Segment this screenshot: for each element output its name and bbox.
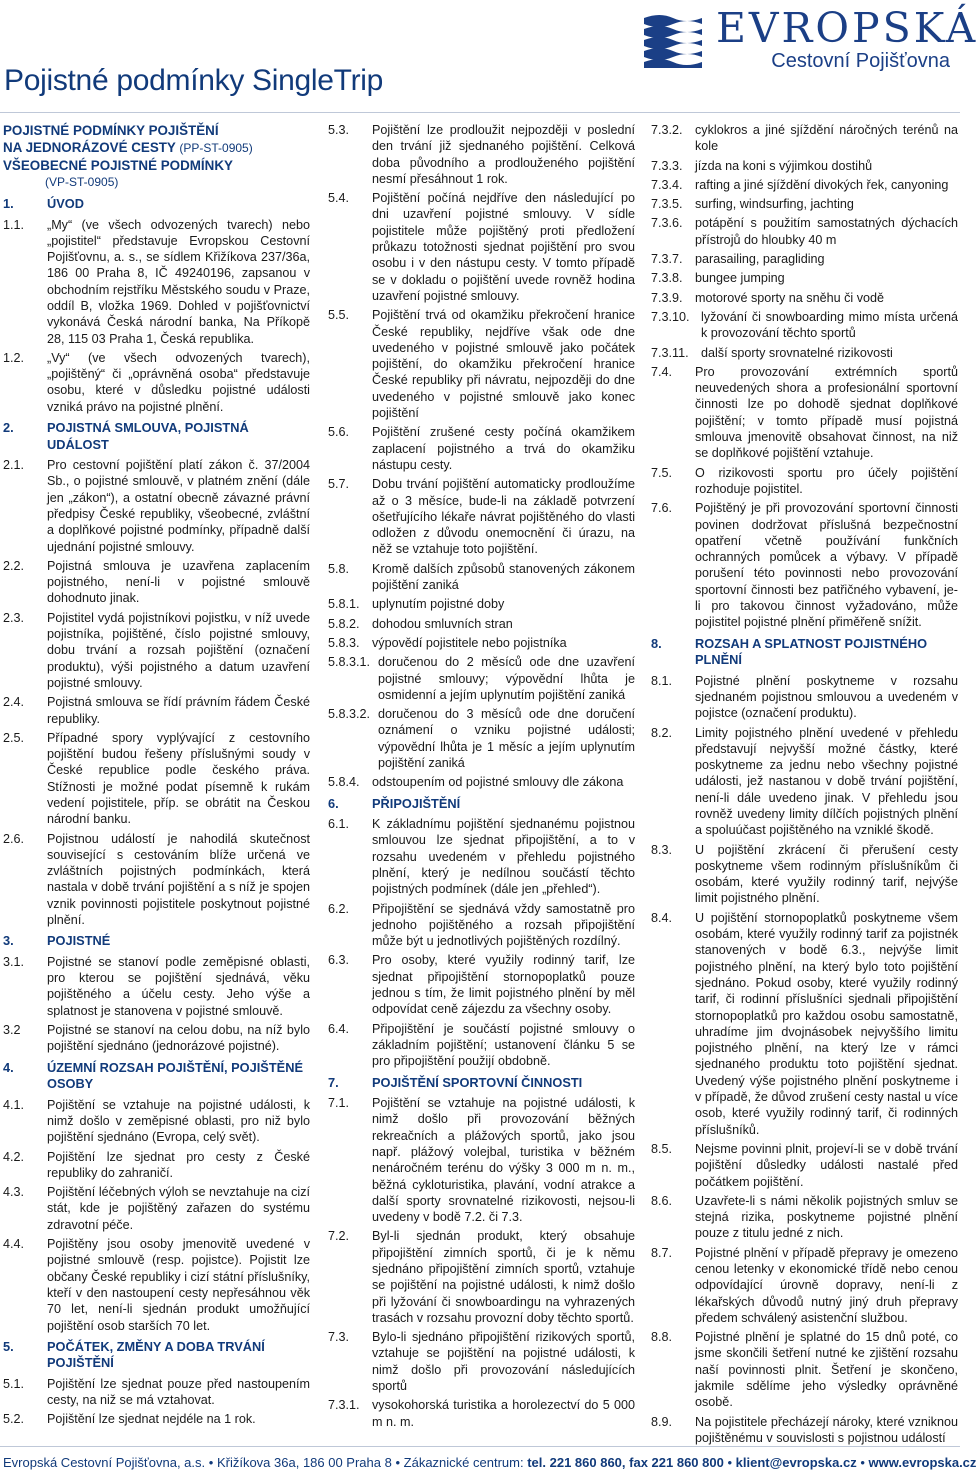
clause-text: Pro provozování extrémních sportů neuvedených shora a profesionální sportovní činnosti lze po dohodě sjednat doplňkové pojištění; v tomto případě musí pojistná smlouva jmenovitě obsahovat činnost, na niž se doplňkové pojištění vztahuje. [695,364,958,461]
clause-item [328,424,635,473]
clause-text: POČÁTEK, ZMĚNY A DOBA TRVÁNÍ POJIŠTĚNÍ [47,1338,265,1371]
clause-number: 7.3.8. [651,271,683,286]
clause-text: Pojištění léčebných výloh se nevztahuje na cizí stát, kde je pojištěný zařazen do systému zdravotní péče. [47,1185,310,1232]
page-header [0,0,978,116]
clause-text: Kromě dalších způsobů stanovených zákonem pojištění zaniká [372,561,635,593]
clause-item [651,177,958,193]
clause-item [3,1149,310,1182]
clause-text: doručenou do 3 měsíců ode dne doručení oznámení o vzniku pojistné události; výpovědní lhůta je 1 měsíc a jejím uplynutím pojištění zaniká [378,707,635,770]
page-footer [3,1455,977,1470]
clause-item [328,654,635,703]
clause-number: 7.2. [328,1229,350,1244]
clause-item [3,694,310,727]
clause-text: Pojištění lze sjednat pro cesty z České republiky do zahraničí. [47,1149,310,1180]
clause-item [3,610,310,691]
clause-text: Připojištění se sjednává vždy samostatně pro jednoho pojištěného a rozsah připojištění může být u jednotlivých pojištěných rozdílný. [372,901,635,949]
clause-item [328,190,635,304]
clause-text: Pojistnou událostí je nahodilá skutečnost související s cestováním blíže určená ve zvláštních pojistných podmínkách, která nastala v době trvání pojištění a s níž je spojen vznik povinnosti pojistitele poskytnout pojistné plnění. [47,831,310,928]
clause-text: Pojištěny jsou osoby jmenovitě uvedené v pojistné smlouvě (resp. pojistce). Pojistit lze občany České republiky i cizí státní příslušníky, kteří v den nastoupení cesty nepřesáhnou věk 70 let, není-li sjednán produkt umožňující pojištění osob starších 70 let. [47,1237,310,1333]
clause-item [3,350,310,415]
clause-number: 7.3.10. [651,309,690,324]
clause-item [3,1022,310,1055]
section-heading [3,420,310,453]
clause-item [3,558,310,607]
clause-text: Dobu trvání pojištění automaticky prodloužíme až o 3 měsíce, bude-li na základě potvrzení ošetřujícího lékaře návrat pojištěného do vlasti odložen z důvodu onemocnění či úrazu, na něž se vztahuje toto pojištění. [372,477,635,557]
logo-subtitle: Cestovní Pojišťovna [771,50,950,72]
clause-item [328,774,635,790]
footer-separator: • [860,1455,865,1470]
clause-number: 2.6. [3,831,25,846]
clause-number: 6.2. [328,901,350,916]
clause-text: odstoupením od pojistné smlouvy dle zákona [372,775,624,790]
clause-number: 5.8. [328,561,350,576]
clause-number: 3. [3,933,14,949]
clause-text: ROZSAH A SPLATNOST POJISTNÉHO PLNĚNÍ [695,635,928,668]
section-heading [3,933,310,950]
clause-number: 5.8.3.1. [328,655,371,670]
footer-divider [0,1446,960,1447]
company-logo [642,4,978,76]
clause-text: Pro cestovní pojištění platí zákon č. 37/2004 Sb., o pojistné smlouvě, v platném znění (dále jen „zákon“), a ostatní obecně závazné právní předpisy České republiky, všeobecné, zvláštní a doplňkové pojistné podmínky, případně další ujednání pojistné smlouvy. [47,458,310,554]
clause-item [3,217,310,347]
clause-number: 3.2 [3,1023,21,1038]
clause-number: 5.2. [3,1412,25,1427]
clause-number: 5.4. [328,191,350,206]
footer-web-link[interactable]: www.evropska.cz [868,1455,977,1470]
clause-number: 5.1. [3,1376,25,1391]
clause-number: 1.1. [3,217,25,232]
column-3-body [651,122,958,1446]
heading-line-3: VŠEOBECNÉ POJISTNÉ PODMÍNKY [3,158,233,173]
clause-item [651,345,958,361]
clause-number: 5.3. [328,123,350,137]
clause-text: dohodou smluvních stran [372,616,513,631]
clause-text: POJISTNÉ [47,933,111,949]
clause-item [3,1184,310,1233]
heading-line-1: POJISTNÉ PODMÍNKY POJIŠTĚNÍ [3,123,219,138]
clause-text: ÚVOD [47,196,84,211]
clause-text: cyklokros a jiné sjíždění náročných terénů na kole [695,123,958,154]
clause-number: 7.3.9. [651,290,683,305]
clause-text: Pojistitel vydá pojistníkovi pojistku, v níž uvede pojistníka, pojištěné, číslo pojistné smlouvy, dobu trvání a rozsah pojištění (označení produktu), výši pojistného a datum uzavření pojistné smlouvy. [47,610,310,690]
clause-item [328,1095,635,1225]
footer-address: Křižíkova 36a, 186 00 Praha 8 [216,1455,392,1470]
clause-text: Pojištění se vztahuje na pojistné události, k nimž došlo v zeměpisné oblasti, pro niž bylo pojištění sjednáno (Evropa, celý svět). [47,1097,310,1145]
clause-text: Připojištění je součástí pojistné smlouvy o základním pojištění; ustanovení článku 5 se pro připojištění použijí obdobně. [372,1021,635,1069]
clause-number: 7.3.6. [651,216,683,231]
clause-item [3,730,310,828]
clause-text: Pojištění lze prodloužit nejpozději v poslední den trvání již sjednaného pojištění. Celková doba původního a prodlouženého pojištění nesmí přesáhnout 1 rok. [372,123,635,186]
footer-separator: • [727,1455,733,1470]
clause-number: 7.3.1. [328,1398,360,1413]
clause-number: 8.8. [651,1330,673,1345]
clause-number: 7.3.11. [651,345,689,360]
clause-item [328,616,635,632]
clause-item [651,290,958,306]
clause-number: 7.1. [328,1096,350,1111]
clause-number: 6. [328,795,339,811]
clause-number: 8.6. [651,1193,673,1208]
clause-number: 7.5. [651,465,673,480]
clause-item [3,1097,310,1146]
clause-text: uplynutím pojistné doby [372,597,505,612]
heading-line-2 [3,139,310,157]
clause-item [328,952,635,1017]
clause-number: 5.5. [328,308,350,323]
section-heading [328,1075,635,1092]
clause-number: 5.8.3. [328,635,360,650]
footer-email-link[interactable]: klient@evropska.cz [735,1455,857,1470]
section-heading [328,796,635,813]
column-1 [3,122,310,1431]
clause-number: 8.1. [651,673,673,688]
clause-item [328,476,635,557]
clause-number: 8.2. [651,725,673,740]
clause-text: Pojištění lze sjednat pouze před nastoupením cesty, na niž se má vztahovat. [47,1376,310,1408]
clause-item [651,1245,958,1326]
wave-logo-icon [642,10,704,68]
clause-item [651,465,958,498]
clause-text: K základnímu pojištění sjednanému pojistnou smlouvou lze sjednat připojištění, a to v rozsahu uvedeném v přehledu pojistného plnění, který je nedílnou součástí těchto pojistných podmínek (dále jen „přehled“). [372,817,635,897]
clause-number: 5.6. [328,425,350,440]
clause-text: POJIŠTĚNÍ SPORTOVNÍ ČINNOSTI [372,1074,583,1090]
clause-text: Pojistné plnění poskytneme v rozsahu sjednaném pojistnou smlouvou a uvedeném v pojistce (označení produktu). [695,673,958,721]
clause-text: O rizikovosti sportu pro účely pojištění rozhoduje pojistitel. [695,465,958,496]
clause-text: výpovědí pojistitele nebo pojistníka [372,635,567,650]
clause-number: 6.1. [328,817,350,832]
clause-number: 4.1. [3,1097,25,1112]
clause-number: 4.2. [3,1149,25,1164]
clause-number: 2. [3,420,14,436]
clause-number: 1. [3,196,14,211]
clause-item [328,1329,635,1394]
clause-number: 7.6. [651,501,673,516]
clause-text: Bylo-li sjednáno připojištění rizikových sportů, vztahuje se pojištění na pojistné události, k nimž došlo při provozování následujících sportů [372,1330,635,1394]
vp-code: (VP-ST-0905) [45,175,119,189]
clause-number: 7.3.4. [651,177,683,192]
clause-item [328,1228,635,1326]
clause-number: 6.4. [328,1021,350,1036]
clause-number: 4. [3,1059,14,1075]
clause-number: 7.3.7. [651,252,683,267]
section-heading [3,1339,310,1372]
clause-text: „My“ (ve všech odvozených tvarech) nebo „pojistitel“ představuje Evropskou Cestovní Pojišťovnu, a. s., se sídlem Křižíkova 237/36a, 186 00 Praha 8, IČ 49240196, zapsanou v obchodním rejstříku Městského soudu v Praze, oddíl B, vložka 1969. Dohled v pojišťovnictví vykonává Česká národní banka, Na Příkopě 28, 115 03 Praha 1, Česká republika. [47,217,310,346]
clause-text: POJISTNÁ SMLOUVA, POJISTNÁ UDÁLOST [47,420,249,452]
clause-item [651,251,958,267]
clause-item [651,1329,958,1410]
clause-item [651,1141,958,1190]
clause-number: 2.5. [3,730,25,745]
clause-item [651,364,958,462]
clause-item [328,307,635,421]
clause-number: 7.3.2. [651,123,683,137]
clause-number: 6.3. [328,953,350,968]
column-1-body [3,196,310,1428]
footer-contacts: tel. 221 860 860, fax 221 860 800 [527,1455,724,1470]
clause-number: 8.5. [651,1141,673,1156]
clause-number: 2.2. [3,558,25,573]
clause-item [3,1236,310,1334]
clause-item [328,816,635,897]
clause-item [651,309,958,342]
clause-text: motorové sporty na sněhu či vodě [695,290,885,305]
clause-number: 5.8.1. [328,597,360,612]
clause-number: 5.8.4. [328,775,360,790]
clause-item [328,122,635,187]
clause-item [651,1193,958,1242]
clause-number: 8.4. [651,910,673,925]
clause-item [328,1021,635,1070]
clause-item [328,561,635,594]
clause-item [651,1414,958,1447]
clause-text: Pojistné plnění v případě přepravy je omezeno cenou letenky v ekonomické třídě nebo cenou odpovídající úrovně dopravy, není-li z lékařských důvodů nutný jiný druh přepravy předem schválený asistenční službou. [695,1245,958,1325]
clause-text: „Vy“ (ve všech odvozených tvarech), „pojištěný“ či „oprávněná osoba“ představuje osobu, které v důsledku pojistné události vzniká právo na pojistné plnění. [47,350,310,414]
clause-item [651,196,958,212]
clause-text: Nejsme povinni plnit, projeví-li se v době trvání pojištění důsledky události nastalé před počátkem pojištění. [695,1141,958,1189]
clause-text: další sporty srovnatelné rizikovosti [701,345,893,360]
clause-number: 4.3. [3,1185,25,1200]
clause-item [3,954,310,1019]
logo-name: EVROPSKÁ [716,4,978,52]
page-title: Pojistné podmínky SingleTrip [4,64,384,97]
clause-item [3,1411,310,1427]
clause-number: 8.3. [651,842,673,857]
clause-text: bungee jumping [695,271,785,286]
clause-text: Pojištění trvá od okamžiku překročení hranice České republiky, nejdříve však ode dne uvedeného v pojistné smlouvě jako počátek pojištění, do okamžiku překročení hranice České republiky při návratu, nejpozději do dne uvedeného v pojistné smlouvě jako konec pojištění [372,308,635,421]
clause-text: Pojištěný je při provozování sportovní činnosti povinen dodržovat příslušná bezpečnostní opatření včetně používání funkčních ochranných pomůcek a výbavy. V případě porušení této povinnosti nebo provozování sportovní činnosti bez patřičného vybavení, je-li pro takovou činnost vyžadováno, může pojistitel pojistné plnění přiměřeně snížit. [695,501,958,630]
clause-number: 2.1. [3,458,25,473]
clause-text: Uzavřete-li s námi několik pojistných smluv se stejná rizika, poskytneme pojistné plnění pouze z titulu jedné z nich. [695,1193,958,1241]
clause-number: 7.3.5. [651,197,683,212]
clause-text: Pro osoby, které využily rodinný tarif, lze sjednat připojištění stornopoplatků pouze jednou s tím, že limit pojistného plnění by měl odpovídat ceně zájezdu za všechny osoby. [372,953,635,1017]
pp-code: (PP-ST-0905) [179,141,253,155]
clause-text: Pojistné plnění je splatné do 15 dnů poté, co jsme skončili šetření nutné ke zjištění rozsahu naší povinnosti plnit. Šetření je skončeno, jakmile sdělíme jeho výsledky oprávněné osobě. [695,1330,958,1410]
clause-item [651,725,958,839]
clause-text: Pojistné se stanoví na celou dobu, na níž bylo pojištění sjednáno (jednorázové pojistné). [47,1023,310,1054]
clause-number: 3.1. [3,954,25,969]
clause-item [328,596,635,612]
column-2-body [328,122,635,1430]
clause-item [651,910,958,1138]
clause-item [328,1397,635,1430]
clause-item [651,122,958,155]
column-3 [651,122,958,1449]
clause-item [651,215,958,248]
clause-item [651,270,958,286]
clause-text: potápění s použitím samostatných dýchacích přístrojů do hloubky 40 m [695,216,958,247]
clause-number: 5.7. [328,477,350,492]
clause-text: Pojištění zrušené cesty počíná okamžikem zaplacení pojistného a trvá do okamžiku nástupu cesty. [372,425,635,472]
clause-text: Na pojistitele přecházejí nároky, které vzniknou pojištěnému v souvislosti s pojistnou událostí [695,1414,958,1445]
footer-centrum-label: Zákaznické centrum: [403,1455,524,1470]
clause-number: 5.8.2. [328,616,360,631]
clause-item [3,457,310,555]
footer-separator: • [208,1455,214,1470]
section-heading [651,636,958,669]
clause-text: parasailing, paragliding [695,252,825,267]
clause-item [651,673,958,722]
clause-text: lyžování či snowboarding mimo místa určená k provozování těchto sportů [701,309,958,341]
clause-text: Případné spory vyplývající z cestovního pojištění budou řešeny příslušnými soudy v České republice podle českého práva. Stížnosti je možné podat písemně k rukám vedení pojistitele, příp. se obrátit na Českou národní banku. [47,730,310,827]
clause-text: Pojistná smlouva je uzavřena zaplacením pojistného, není-li v pojistné smlouvě dohodnuto jinak. [47,558,310,606]
clause-number: 4.4. [3,1237,25,1252]
clause-number: 7.3.3. [651,158,683,173]
clause-text: rafting a jiné sjíždění divokých řek, canyoning [695,177,949,192]
clause-number: 8. [651,635,662,651]
clause-text: PŘIPOJIŠTĚNÍ [372,795,461,811]
clause-text: Limity pojistného plnění uvedené v přehledu představují nejvyšší možné částky, které poskytneme za jednu nebo všechny pojistné události, jež nastanou v době trvání pojištění, není-li dále uvedeno jinak. V přehledu jsou rovněž uvedeny limity dílčích pojistných plnění a spoluúčast pojištěného na vzniklé škodě. [695,725,958,838]
column-2 [328,122,635,1433]
heading-line-2-text: NA JEDNORÁZOVÉ CESTY [3,140,176,155]
document-heading [3,122,310,191]
clause-text: surfing, windsurfing, jachting [695,197,854,212]
clause-text: Pojištění lze sjednat nejdéle na 1 rok. [47,1412,256,1427]
clause-text: Pojištění počíná nejdříve den následující po dni uzavření pojistné smlouvy. V sídle pojistitele může pojištěný proti předložení průkazu totožnosti sjednat pojištění pro svou osobu i v den nástupu cesty. V tomto případě se v dokladu o pojištění uvede rovněž hodina uzavření pojistné smlouvy. [372,191,635,303]
clause-item [328,635,635,651]
footer-separator: • [395,1455,401,1470]
clause-text: Pojištění se vztahuje na pojistné události, k nimž došlo při provozování běžných rekreačních a plážových sportů, jako jsou např. plážový volejbal, turistika v běžném nenáročném terénu do výšky 3 000 m n. m., běžná cykloturistika, plavání, vodní atrakce a další sporty srovnatelné rizikovosti, nejsou-li uvedeny v bodě 7.2. či 7.3. [372,1096,635,1225]
clause-item [328,706,635,771]
clause-number: 8.7. [651,1245,673,1260]
section-heading [3,196,310,213]
clause-item [651,158,958,174]
clause-text: jízda na koni s výjimkou dostihů [695,158,873,173]
clause-text: U pojištění stornopoplatků poskytneme všem osobám, které využily rodinný tarif za pojistnék stanovených v bodě 6.3., nejvýše limit pojistného plnění, na který bylo toto pojištění sjednáno. Pokud osoby, které využily rodinný tarif, či rodinní příslušníci sjednali připojištění stornopoplatků pro každou osobu samostatně, uhradíme jim dvojnásobek nejvyššího limitu pojistného plnění, na který lze v rámci sjednaného produktu toto pojištění sjednat. Uvedený výše pojistného plnění poskytneme i v případě, že důvod zrušení cesty nastal u více osob, které využily rodinný tarif, či rodinných příslušníků. [695,910,958,1137]
footer-company: Evropská Cestovní Pojišťovna, a.s. [3,1455,206,1470]
clause-item [651,500,958,630]
clause-number: 8.9. [651,1414,673,1429]
clause-item [651,842,958,907]
clause-number: 2.3. [3,610,25,625]
clause-number: 7.3. [328,1330,350,1345]
clause-text: Pojistná smlouva se řídí právním řádem České republiky. [47,695,310,726]
clause-number: 5.8.3.2. [328,707,371,722]
clause-text: Pojistné se stanoví podle zeměpisné oblasti, pro kterou se pojištění sjednává, věku pojištěného a účelu cesty. Jeho výše a splatnost je stanovena v pojistné smlouvě. [47,954,310,1018]
clause-number: 2.4. [3,695,25,710]
clause-number: 5. [3,1338,14,1354]
clause-text: ÚZEMNÍ ROZSAH POJIŠTĚNÍ, POJIŠTĚNÉ OSOBY [47,1059,303,1092]
clause-number: 7.4. [651,364,673,379]
clause-item [3,1376,310,1409]
clause-number: 7. [328,1074,339,1090]
section-heading [3,1060,310,1093]
clause-text: U pojištění zkrácení či přerušení cesty poskytneme všem rodinným příslušníkům či osobám, které využily rodinný tarif, nejvýše limit pojistného plnění. [695,842,958,906]
clause-item [3,831,310,929]
clause-text: Byl-li sjednán produkt, který obsahuje připojištění zimních sportů, či je k němu sjednáno připojištění zimních sportů, vztahuje se pojištění na pojistné události, k nimž došlo při lyžování či snowboardingu na vyhrazených trasách v rozsahu provozní doby těchto sportů. [372,1229,635,1325]
header-divider [0,112,960,113]
clause-item [328,901,635,950]
clause-text: vysokohorská turistika a horolezectví do 5 000 m n. m. [372,1398,635,1429]
clause-text: doručenou do 2 měsíců ode dne uzavření pojistné smlouvy; výpovědní lhůta je osmidenní a jejím uplynutím pojištění zaniká [378,655,635,702]
clause-number: 1.2. [3,350,25,365]
